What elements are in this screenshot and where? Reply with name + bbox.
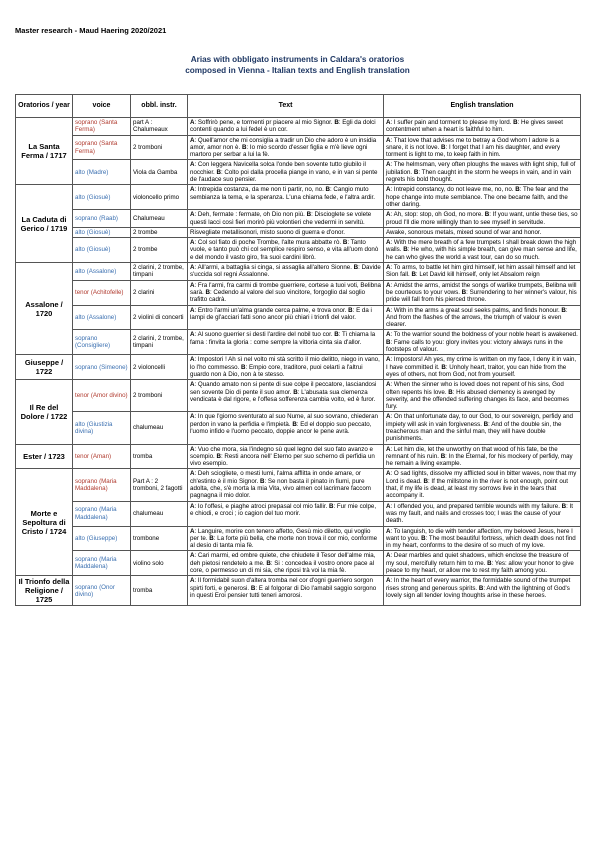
voice-cell: soprano (Santa Ferma) [73,118,131,136]
english-translation-cell [384,380,581,412]
section-text: : Davide s'uccida sol regni Assalonne. [190,264,381,279]
table-row [16,160,581,185]
section-marker: B [561,306,566,314]
section-marker: A [386,331,391,339]
section-marker: B [205,288,210,296]
section-text: : That love that advises me to betray a God whom I adore is a snare, it is not love. [386,136,560,151]
header-instrument: obbl. instr. [131,95,188,118]
section-text: : And from the flashes of the arrows, the triumph of valour is even clearer. [386,306,568,329]
section-text: : And of the double sin, the treacherous man and the sinful man, they will have double punishments. [386,420,562,443]
document-title [0,54,595,76]
section-text: Risvegliate metallisonori, misto suono di guerra e d'onor. [190,228,345,236]
section-marker: A [190,502,195,510]
section-marker: B [325,186,330,194]
italian-text-cell [188,576,384,606]
section-marker: B [423,477,428,485]
instrument-cell: 2 clarini, 2 trombe, timpani [131,263,188,281]
section-text: : Discioglete se volete questi lacci così fieri morirò più volontieri che vedermi in servitù. [190,211,372,226]
voice-cell: soprano (Onor divino) [73,576,131,606]
voice-cell: alto (Assalone) [73,263,131,281]
section-text: : He who, with his simple breath, can give man sense and life, he can who gives the world a vast tour, can do so much. [386,246,577,261]
table-row [16,380,581,412]
section-text: : Then caught in the storm he weeps in vain, and in vain regrets his bold thought. [386,168,572,184]
voice-cell: soprano (Raab) [73,210,131,228]
section-text: : In the heart of every warrior, the formidable sound of the trumpet rises strong and generous spirits. [386,577,571,592]
section-text: : In que l'giorno sventurato al suo Nume, al suo sovrano, chiederan perdon in vano la perfidia e l'impietà. [190,413,378,428]
english-translation-cell [384,227,581,237]
section-marker: B [348,306,353,314]
voice-cell: soprano (Maria Maddalena) [73,501,131,526]
italian-text-cell [188,210,384,228]
section-text: : Tanto vuole, e tanto può chi col semplice respiro senso, e vita all'uom donò e del mondo il vasto giro, fra suoi cardini librò. [190,239,379,261]
section-text: : With in the arms a great soul seeks palms, and finds honour. [390,306,562,314]
section-marker: A [190,413,195,421]
section-text: : Ed el doppio suo peccato, l'uomo infido e l'uomo peccato, doppie ancor le pene avrà. [190,420,372,435]
section-text: : To the warrior sound the boldness of your noble heart is awakened. [390,331,578,339]
section-text: : If you want, untie these ties, so proud I'll die more willingly than to see myself in servitude. [386,211,578,226]
section-text: : His abused clemency is avenged by severity, and the offended suffering changes its face, and becomes fury. [386,388,569,411]
english-translation-cell [384,330,581,355]
instrument-cell: tromba [131,576,188,606]
section-text: : Dear marbles and quiet shadows, which enclose the treasure of my soul, mercifully return him to me. [386,552,569,567]
instrument-cell: 2 clarini, 2 trombe, timpani [131,330,188,355]
section-marker: B [386,338,391,346]
english-translation-cell [384,280,581,305]
italian-text-cell [188,551,384,576]
section-marker: B [483,420,489,428]
instrument-cell: 2 tromboni [131,135,188,160]
table-row [16,412,581,444]
table-row [16,526,581,551]
section-marker: A [386,136,391,144]
section-marker: A [386,119,391,126]
section-text: : Impostors! Ah yes, my crime is written on my face, I deny it in vain, I have committed it. [386,356,577,371]
section-text: : Languire, morire con tenero affetto, Gesù mio diletto, qui voglio per te. [190,527,371,542]
section-text: : Cangio muto sembianza la tema, e la speranza. L'una chiama fede, e l'altra ardir. [190,186,375,201]
section-marker: A [190,331,195,339]
section-text: : La forte più bella, che morte non trova il cor mio, conforme al desio di tanta mia fè. [190,534,378,550]
section-marker: B [334,119,339,126]
section-marker: B [292,420,297,428]
section-marker: B [403,246,408,254]
instrument-cell: Part A : 2 tromboni, 2 fagotti [131,469,188,501]
voice-cell: soprano (Maria Maddalena) [73,469,131,501]
table-row [16,185,581,210]
italian-text-cell [188,263,384,281]
section-marker: B [353,264,359,272]
italian-text-cell [188,380,384,412]
section-marker: A [190,161,195,169]
italian-text-cell [188,330,384,355]
section-text: : With the mere breath of a few trumpets I shall break down the high walls. [386,239,577,254]
title-line-2: composed in Vienna - Italian texts and English translation [185,66,410,75]
instrument-cell: trombone [131,526,188,551]
section-text: : Deh sciogliete, o mesti lumi, l'alma afflitta in onde amare, or ch'estinto è il mio Signor. [190,470,361,485]
italian-text-cell [188,135,384,160]
section-text: : Con leggera Navicella solca l'onde ben sovente tutto giubilo il nocchier. [190,161,366,176]
section-marker: B [487,559,492,567]
section-marker: A [190,211,195,219]
table-row [16,444,581,469]
english-translation-cell [384,501,581,526]
section-text: : Entro l'armi un'alma grande cerca palme, e trova onor. [194,306,349,314]
italian-text-cell [188,160,384,185]
section-text: : O sad lights, dissolve my afflicted soul in bitter waves, now that my Lord is dead. [386,470,577,485]
section-text: : E al folgorar di Dio l'amabil saggio sorgono in questi Eroi pensier tutti teneri amorosi. [190,584,377,599]
section-text: : Empio core, traditore, puoi celarti a l'altrui guardo non à Dio, non à te stesso. [190,363,363,378]
english-translation-cell [384,444,581,469]
section-text: : The helmsman, very often ploughs the waves with light ship, full of jubilation. [386,161,576,176]
voice-cell: alto (Giuseppe) [73,526,131,551]
english-translation-cell [384,551,581,576]
table-row [16,280,581,305]
section-text: : On that unfortunate day, to our God, to our sovereign, perfidy and impiety will ask in vain forgiveness. [386,413,573,428]
english-translation-cell [384,305,581,330]
section-marker: A [190,306,195,314]
italian-text-cell [188,280,384,305]
section-marker: B [421,534,426,542]
section-marker: A [386,356,391,364]
oratorio-cell: Morte e Sepoltura di Cristo / 1724 [16,469,73,576]
section-text: : Impostori ! Ah sì nel volto mi stà scritto il mio delitto, niego in vano, lo l'ho commesso. [190,356,380,371]
oratorio-cell: Giuseppe / 1722 [16,355,73,380]
oratorio-cell: La Santa Ferma / 1717 [16,118,73,185]
english-translation-cell [384,238,581,263]
instrument-cell: 2 violoncelli [131,355,188,380]
section-text: : Il formidabil suon d'altera tromba nel cor d'ogni guerriero sorgon spirti forti, e generosi. [190,577,373,592]
italian-text-cell [188,118,384,136]
table-row [16,355,581,380]
english-translation-cell [384,355,581,380]
voice-cell: soprano (Consigliere) [73,330,131,355]
section-text: : Colto poi dalla procella piange in vano, e in van si pente de l'audace suo pensier. [190,168,378,184]
section-marker: A [190,281,195,289]
section-text: : L'abusata sua clemenza vendicata è dal rigore, e l'offesa sofferenza cambia volto, ed è furor. [190,388,376,403]
section-marker: B [342,239,348,247]
section-marker: A [386,264,391,272]
section-text: : To languish, to die with tender affection, my beloved Jesus, here I want to you. [386,527,573,542]
section-text: : Resti ancora nell' Eterno per suo scherno di perfidia un vivo esempio. [190,452,375,468]
table-row [16,501,581,526]
english-translation-cell [384,576,581,606]
instrument-cell: violoncello primo [131,185,188,210]
section-marker: B [216,452,221,460]
section-text: : Deh, fermate : fermate, oh Dio non più. [194,211,307,219]
section-text: : Yes: allow your honor to give peace to my heart, or allow me to rest my faith among you. [386,559,574,575]
section-text: : And with the lightning of God's lovely sign all tender loving thoughts arise in these heroes. [386,584,570,599]
section-text: : The most beautiful fortress, which death does not find in my heart, conforms to the desire of so much of my love. [386,534,576,550]
instrument-cell: 2 violini di concerti [131,305,188,330]
italian-text-cell [188,238,384,263]
italian-text-cell [188,305,384,330]
voice-cell: alto (Assalone) [73,305,131,330]
instrument-cell: violino solo [131,551,188,576]
section-text: Awake, sonorous metals, mixed sound of war and honor. [386,228,542,236]
table-row [16,469,581,501]
english-translation-cell [384,526,581,551]
table-body [16,118,581,606]
section-text: : Io mio scordo d'esser figlia e m'è lieve ogni martoro per serbar a lui la fè. [190,143,368,159]
section-text: : Unholy heart, traitor, you can hide from the eyes of others, not from God, not from yourself. [386,363,567,378]
section-text: : Let him die, let the unworthy on that wood of his fate, be the remnant of his ruin. [386,445,558,460]
section-marker: A [386,186,391,194]
section-marker: B [461,288,467,296]
section-marker: A [190,552,195,560]
table-row [16,305,581,330]
instrument-cell: chalumeau [131,412,188,444]
section-text: : Soffrirò pene, e tormenti pr piacere al mio Signor. [194,119,335,126]
header-note: Master research - Maud Haering 2020/2021 [15,26,167,35]
section-text: : Fame calls to you: glory invites you: victory always runs in the footsteps of valour. [386,338,563,354]
voice-cell: soprano (Maria Maddalena) [73,551,131,576]
section-marker: A [190,527,195,535]
italian-text-cell [188,412,384,444]
instrument-cell: 2 trombe [131,227,188,237]
section-text: : I suffer pain and torment to please my lord. [390,119,514,126]
section-text: : Amidst the arms, amidst the songs of warlike trumpets, Belibna will be courteous to your vows. [386,281,577,296]
section-text: : E da i lampi de gl'acciari fatti sono ancor più chiari i trionfi del valor. [190,306,372,321]
oratorio-cell: Ester / 1723 [16,444,73,469]
section-marker: A [386,502,391,510]
section-marker: A [190,470,195,478]
table-header-row [16,95,581,118]
section-marker: A [386,161,391,169]
italian-text-cell [188,355,384,380]
section-marker: A [386,527,391,535]
english-translation-cell [384,160,581,185]
section-marker: A [386,577,391,585]
section-text: : Col sol fiato di poche Trombe, l'alte mura abbatte rò. [194,239,343,247]
section-marker: B [306,211,312,219]
header-oratorios: Oratorios / year [16,95,73,118]
section-marker: A [190,445,195,453]
section-text: : Intrepida costanza, da me non ti partir, no, no. [194,186,326,194]
section-marker: A [386,445,391,453]
section-text: : Fur mie colpe, e chiodi, e croci ; io cagion del tuo morir. [190,502,377,517]
section-marker: A [190,239,195,247]
instrument-cell: 2 tromboni [131,380,188,412]
section-marker: B [250,584,256,592]
section-text: : Vuo che mora, sia l'indegno sù quel legno del suo fato avanzo e scempio. [190,445,373,460]
section-marker: B [241,143,247,151]
section-marker: A [190,119,195,126]
voice-cell: soprano (Simeone) [73,355,131,380]
section-marker: B [441,363,446,371]
english-translation-cell [384,135,581,160]
oratorio-cell: Il Trionfo della Religione / 1725 [16,576,73,606]
table-row [16,576,581,606]
section-marker: A [386,470,391,478]
section-text: : Al suono guerrier si desti l'ardire del nobil tuo cor. [194,331,335,339]
section-text: : Ti chiama la fama : finvita la gloria : come sempre la vittoria cinta sia d'allor. [190,331,376,346]
section-marker: A [190,186,195,194]
section-text: : Cedendo al valore del suo vincitore, forgoglio dal soglio trafitto cadrà. [190,288,366,304]
section-marker: B [259,477,265,485]
table-row [16,551,581,576]
section-marker: A [190,381,195,389]
section-marker: A [190,264,195,272]
section-marker: A [386,381,391,389]
section-marker: A [386,306,391,314]
oratorio-cell: Assalone / 1720 [16,263,73,355]
english-translation-cell [384,263,581,281]
english-translation-cell [384,118,581,136]
voice-cell: alto (Giustizia divina) [73,412,131,444]
section-marker: A [190,356,195,364]
section-text: : The fear and the hope change into mute semblance. The one became faith, and the other daring. [386,186,569,208]
section-text: : Quell'amor che mi consiglia a tradir un Dio che adoro è un insidia amor, amor non è. [190,136,377,151]
instrument-cell: part A : Chalumeaux [131,118,188,136]
section-text: : Si : concedea il vostro onore pace al core, o permesso un di mi sia, che riposi trà voi la mia fè. [190,559,375,575]
oratorio-cell: Il Re del Dolore / 1722 [16,380,73,444]
section-marker: B [328,502,334,510]
voice-cell: alto (Giosuè) [73,238,131,263]
section-text: : Cari marmi, ed ombre quiete, che chiudete il Tesor dell'alme mia, deh pietosi rendetelo a me. [190,552,376,567]
section-text: : Surrendering to her winner's valour, his pride will fall from his pierced throne. [386,288,577,304]
section-marker: B [266,559,271,567]
section-text: : If the millstone in the river is not enough, point out that, if my life is dead, at least my sorrows live in the tears that accompany it. [386,477,568,500]
section-text: : All'armi, a battaglia si cinga, si assaglia all'altero Sionne. [194,264,354,272]
voice-cell: tenor (Aman) [73,444,131,469]
voice-cell: tenor (Achitofelle) [73,280,131,305]
section-marker: B [484,211,490,219]
section-text: : Egli da dolci contenti quando a lui fedel è un cor. [190,119,376,134]
table-row [16,118,581,136]
header-translation: English translation [384,95,581,118]
section-marker: A [386,281,391,289]
section-marker: A [386,239,391,247]
section-text: : Io l'offesi, e piaghe atroci prepasal col mio fallir. [194,502,329,510]
voice-cell: tenor (Amor divino) [73,380,131,412]
instrument-cell: 2 trombe [131,238,188,263]
header-voice: voice [73,95,131,118]
section-marker: A [190,136,195,144]
section-marker: A [386,211,391,219]
section-marker: B [413,168,419,176]
section-marker: B [513,119,518,126]
italian-text-cell [188,469,384,501]
oratorio-cell: La Caduta di Gerico / 1719 [16,185,73,263]
section-marker: B [334,331,339,339]
english-translation-cell [384,412,581,444]
section-marker: B [209,534,214,542]
section-marker: B [515,186,520,194]
english-translation-cell [384,469,581,501]
italian-text-cell [188,501,384,526]
table-row [16,238,581,263]
voice-cell: alto (Giosuè) [73,185,131,210]
english-translation-cell [384,185,581,210]
section-marker: B [478,584,484,592]
instrument-cell: tromba [131,444,188,469]
section-text: : To arms, to battle let him gird himself, let him assail himself and let Sion fall. [386,264,576,279]
table-row [16,227,581,237]
section-text: : He gives sweet contentment when a heart is faithful to him. [386,119,564,134]
section-marker: B [441,143,446,151]
section-text: : Ah, stop: stop, oh God, no more. [390,211,485,219]
section-marker: B [440,452,446,460]
section-text: : Se non basta il pinato in fiumi, pure adolta, che, s'è morta la mia Vita, vivo almen col lacrimare faccom pagnagna il mio dolor. [190,477,371,500]
section-text: : It was my fault, and nails and crosses too; I was the cause of your death. [386,502,573,525]
section-text: : I offended you, and prepared terrible wounds with my failure. [390,502,562,510]
table-row [16,330,581,355]
section-marker: B [561,502,567,510]
section-marker: A [386,413,391,421]
section-marker: B [293,388,298,396]
section-text: : Let David kill himself, only let Absalom reign [415,271,540,279]
voice-cell: soprano (Santa Ferma) [73,135,131,160]
italian-text-cell [188,444,384,469]
section-text: : In the Eternal, for his mockery of perfidy, may he remain a living example. [386,452,573,468]
italian-text-cell [188,227,384,237]
instrument-cell: Chalumeau [131,210,188,228]
table-row [16,210,581,228]
instrument-cell: chalumeau [131,501,188,526]
section-text: : Quando amato non si pente di sue colpe il peccatore, lasciandosi sen sovente Dio di pente il suo amor. [190,381,377,396]
section-text: : Intrepid constancy, do not leave me, no, no. [390,186,516,194]
header-text: Text [188,95,384,118]
section-marker: B [216,168,221,176]
table-row [16,135,581,160]
instrument-cell: 2 clarini [131,280,188,305]
voice-cell: alto (Giosuè) [73,227,131,237]
italian-text-cell [188,185,384,210]
instrument-cell: Viola da Gamba [131,160,188,185]
section-marker: B [241,363,246,371]
table-row [16,263,581,281]
section-marker: A [190,577,195,585]
section-text: : When the sinner who is loved does not repent of his sins, God often repents his love. [386,381,564,396]
voice-cell: alto (Madre) [73,160,131,185]
title-line-1: Arias with obbligato instruments in Caldara's oratorios [190,55,405,64]
section-marker: B [448,388,453,396]
italian-text-cell [188,526,384,551]
section-marker: B [411,271,416,279]
english-translation-cell [384,210,581,228]
section-text: : I forget that I am his daughter, and every torment is light to me, to keep faith in him. [386,143,561,159]
section-text: : Fra l'armi, fra carmi di trombe guerriere, cortese a tuoi voti, Belibna sarà. [190,281,382,296]
section-marker: A [386,552,391,560]
arias-table [15,94,581,606]
